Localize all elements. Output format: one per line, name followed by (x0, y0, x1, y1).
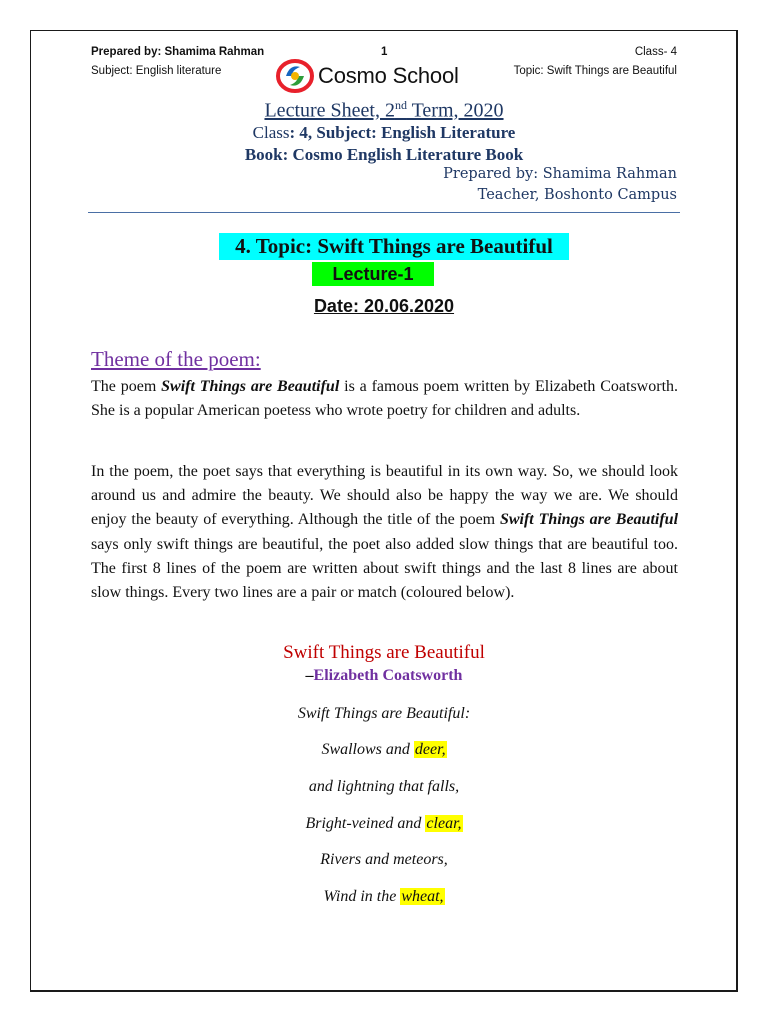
poem-line: Wind in the wheat, (323, 888, 444, 905)
header-topic: Topic: Swift Things are Beautiful (513, 65, 677, 77)
poem-title: Swift Things are Beautiful (283, 642, 485, 663)
header-class: Class- 4 (634, 46, 677, 58)
header-page-number: 1 (381, 46, 388, 58)
poem-line: and lightning that falls, (308, 778, 460, 795)
school-logo (276, 58, 459, 94)
cosmo-school-logo-icon (276, 58, 314, 94)
poem-line: Swallows and deer, (321, 741, 446, 758)
highlight: deer, (414, 741, 446, 758)
highlight: wheat, (401, 888, 444, 905)
theme-heading: Theme of the poem: (91, 347, 261, 371)
book-line: Book: Cosmo English Literature Book (244, 145, 524, 164)
paragraph-intro: The poem Swift Things are Beautiful is a famous poem written by Elizabeth Coatsworth. She is a popular American poetess who wrote poetry for children and adults. (91, 378, 679, 420)
poem-line: Swift Things are Beautiful: (297, 705, 471, 722)
divider (88, 212, 680, 213)
poem-line: Bright-veined and clear, (305, 815, 462, 832)
lecture-number: Lecture-1 (312, 262, 434, 286)
header-subject: Subject: English literature (91, 65, 222, 77)
logo-text: Cosmo School (318, 63, 459, 88)
header-prepared-by: Prepared by: Shamima Rahman (91, 46, 265, 58)
teacher-line: Teacher, Boshonto Campus (477, 187, 677, 203)
poem-author: –Elizabeth Coatsworth (305, 667, 463, 684)
paragraph-theme: In the poem, the poet says that everything is beautiful in its own way. So, we should look around us and admire the beauty. We should also be happy the way we are. We should enjoy the beauty of everything. Although the title of the poem Swift Things are Beautiful says only swift things are beautiful, the poet also added slow things that are beautiful too. The first 8 lines of the poem are written about swift things and the last 8 lines are about slow things. Every two lines are a pair or match (coloured below). (91, 463, 679, 602)
date-line: Date: 20.06.2020 (313, 296, 455, 316)
class-subject-line: Class: 4, Subject: English Literature (252, 123, 516, 142)
highlight: clear, (426, 815, 462, 832)
prepared-by-line: Prepared by: Shamima Rahman (443, 166, 677, 182)
poem-line: Rivers and meteors, (320, 851, 448, 868)
topic-heading: 4. Topic: Swift Things are Beautiful (219, 233, 569, 260)
lecture-sheet-title: Lecture Sheet, 2nd Term, 2020 (264, 98, 504, 122)
